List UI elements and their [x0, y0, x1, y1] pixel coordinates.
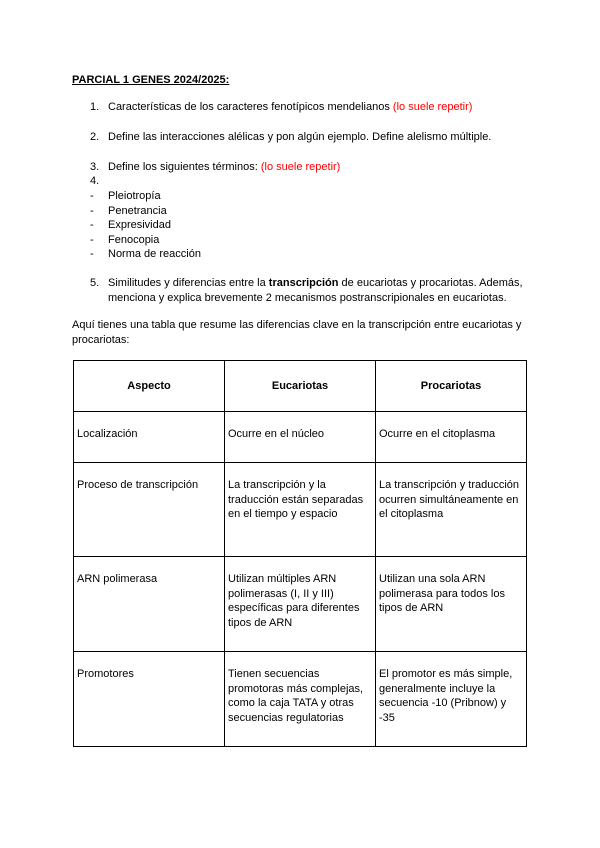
table-cell: Utilizan una sola ARN polimerasa para todos los tipos de ARN [376, 557, 527, 652]
table-cell: Promotores [74, 652, 225, 747]
bullet: - [90, 248, 94, 260]
table-cell: Ocurre en el núcleo [225, 412, 376, 463]
term-text: Norma de reacción [108, 248, 201, 260]
term-text: Expresividad [108, 219, 171, 231]
item-number: 5. [90, 277, 100, 289]
item-text: Define las interacciones alélicas y pon algún ejemplo. Define alelismo múltiple. [108, 131, 492, 143]
table-cell: Ocurre en el citoplasma [376, 412, 527, 463]
term-text: Pleiotropía [108, 190, 161, 202]
term-text: Penetrancia [108, 204, 167, 217]
header-cell: Procariotas [376, 361, 527, 412]
bullet: - [90, 233, 94, 246]
table-row [74, 412, 527, 463]
item-bold-text: transcripción [268, 277, 339, 289]
item-number: 3. [90, 161, 100, 173]
item-number: 2. [90, 131, 100, 143]
bullet: - [90, 204, 94, 217]
item-text: Características de los caracteres fenotípicos mendelianos [108, 101, 393, 113]
header-cell: Eucariotas [225, 361, 376, 412]
item-text-line2: menciona y explica brevemente 2 mecanismos postranscripionales en eucariotas. [108, 292, 507, 304]
table-cell: Localización [74, 412, 225, 463]
item-text: Define los siguientes términos: [108, 161, 261, 173]
header-cell: Aspecto [74, 361, 225, 412]
table-row [74, 557, 527, 652]
intro-line1: Aquí tienes una tabla que resume las diferencias clave en la transcripción entre eucariotas y [72, 319, 522, 331]
table-header-row [74, 361, 527, 412]
bullet: - [90, 190, 94, 202]
term-text: Fenocopia [108, 233, 160, 246]
item-number: 1. [90, 101, 100, 113]
item-number: 4. [90, 175, 100, 187]
table-cell: El promotor es más simple, generalmente incluye la secuencia -10 (Pribnow) y -35 [376, 652, 527, 747]
item-note: (lo suele repetir) [260, 161, 341, 173]
bullet: - [90, 219, 94, 231]
table-cell: Utilizan múltiples ARN polimerasas (I, II y III) específicas para diferentes tipos de ARN [225, 557, 376, 652]
table-row [74, 652, 527, 747]
item-text: de eucariotas y procariotas. Además, [338, 277, 523, 289]
item-text: Similitudes y diferencias entre la [108, 277, 269, 289]
item-note: (lo suele repetir) [392, 101, 473, 113]
intro-line2: procariotas: [72, 334, 130, 346]
table-cell: Proceso de transcripción [74, 463, 225, 557]
table-cell: ARN polimerasa [74, 557, 225, 652]
table-cell: La transcripción y traducción ocurren simultáneamente en el citoplasma [376, 463, 527, 557]
table-cell: Tienen secuencias promotoras más complejas, como la caja TATA y otras secuencias regulatorias [225, 652, 376, 747]
table-row [74, 463, 527, 557]
table-cell: La transcripción y la traducción están separadas en el tiempo y espacio [225, 463, 376, 557]
comparison-table [73, 360, 527, 747]
document-title: PARCIAL 1 GENES 2024/2025: [72, 74, 230, 86]
